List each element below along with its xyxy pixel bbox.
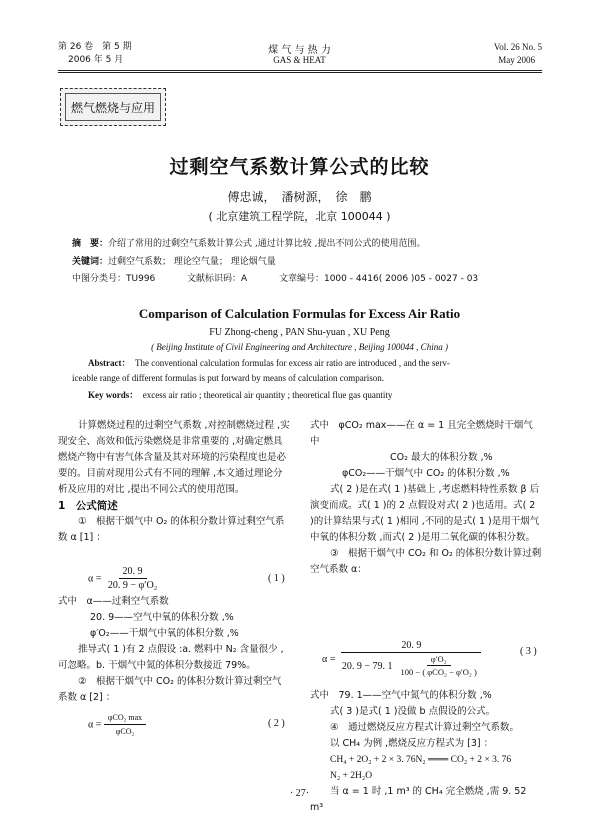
date-en: May 2006 (498, 55, 535, 65)
eq1-denominator: 20. 9 − φ′O₂ (107, 580, 158, 591)
eq3-numerator: 20. 9 (341, 640, 481, 653)
def-2: φ′O₂——干烟气中氧的体积分数 ,% (90, 628, 239, 639)
english-abstract-1 (88, 357, 548, 370)
where-1: 式中 α——过剩空气系数 (58, 596, 169, 607)
article-value: 1000 - 4416( 2006 )05 - 0027 - 03 (323, 274, 479, 284)
journal-name: 煤 气 与 热 力 (268, 45, 331, 56)
method-3-text: ③ 根据干烟气中 CO₂ 和 O₂ 的体积分数计算过剩空气系数 α： (310, 548, 542, 575)
method-2-text: ② 根据干烟气中 CO₂ 的体积分数计算过剩空气系数 α [2] ： (58, 676, 282, 703)
eq3-inner-num: φ′O₂ (427, 653, 451, 666)
class-label: 中图分类号： (72, 274, 127, 284)
eq1-fraction (104, 566, 161, 592)
equation-1 (88, 566, 161, 592)
section-heading-1: 1 公式简述 (58, 500, 118, 512)
affiliation: ( 北京建筑工程学院，北京 100044 ) (208, 210, 391, 223)
english-title: Comparison of Calculation Formulas for Excess Air Ratio (138, 306, 461, 321)
english-keywords-text: excess air ratio ; theoretical air quantity ; theoretical flue gas quantity (142, 390, 393, 400)
where-2c: φCO₂——干烟气中 CO₂ 的体积分数 ,% (342, 468, 510, 479)
eq3-inner-fraction (397, 653, 481, 679)
example-4: 以 CH₄ 为例 ,燃烧反应方程式为 [3] ： (330, 738, 494, 749)
where-2b: CO₂ 最大的体积分数 ,% (390, 452, 493, 463)
abstract-text: 介绍了常用的过剩空气系数计算公式 ,通过计算比较 ,提出不同公式的使用范围。 (108, 239, 426, 249)
doc-value: A (241, 274, 248, 284)
where-3: 式中 79. 1——空气中氮气的体积分数 ,% (310, 690, 492, 701)
left-column (58, 418, 290, 546)
page-number: · 27· (289, 788, 310, 799)
keywords-text: 过剩空气系数； 理论空气量； 理论烟气量 (108, 257, 276, 267)
eq2-numerator: φCO₂ max (104, 712, 146, 725)
eq2-denominator: φCO₂ (115, 727, 135, 736)
keywords-label: 关键词： (72, 257, 109, 267)
english-affiliation: ( Beijing Institute of Civil Engineering and Architecture , Beijing 100044 , China ) (151, 342, 448, 352)
right-column (310, 418, 542, 578)
eq2-fraction (104, 712, 146, 738)
note-3: 式( 3 )是式( 1 )没做 b 点假设的公式。 (330, 706, 496, 717)
equation-3 (322, 640, 485, 679)
eq1-lhs: α = (88, 573, 102, 585)
eq3-fraction (338, 640, 485, 679)
article-label: 文章编号： (278, 274, 324, 284)
paper-title: 过剩空气系数计算公式的比较 (169, 156, 430, 178)
classification-line (72, 272, 542, 286)
authors: 傅忠诚， 潘树源， 徐 鹏 (227, 190, 372, 204)
volume-issue: 第 26 卷 第 5 期 (58, 42, 132, 52)
eq3-number: ( 3 ) (520, 646, 537, 657)
equation-2 (88, 712, 146, 738)
where-2a: 式中 φCO₂ max——在 α = 1 且完全燃烧时干烟气中 (310, 420, 533, 447)
left-column-2 (58, 594, 290, 706)
header-rule-2 (58, 72, 542, 73)
english-abstract-text-1: The conventional calculation formulas for excess air ratio are introduced , and the serv- (135, 358, 450, 368)
eq3-lhs: α = (322, 653, 336, 665)
class-value: TU996 (126, 274, 156, 284)
method-1-text: ① 根据干烟气中 O₂ 的体积分数计算过剩空气系数 α [1] ： (58, 516, 285, 543)
reaction-line-2: N₂ + 2H₂O (330, 771, 373, 781)
eq3-den-a: 20. 9 − 79. 1 (341, 660, 393, 672)
english-abstract-2: iceable range of different formulas is put forward by means of calculation comparison. (72, 373, 384, 383)
abstract-cn (72, 237, 542, 251)
paragraph-2: 式( 2 )是在式( 1 )基础上 ,考虑燃料特性系数 β 后演变而成。式( 1 )的 2 点假设对式( 2 )也适用。式( 2 )的计算结果与式( 1 )相同 ,不同的是式( 1 )是用干烟气中氧的体积分数 ,而式( 2 )是用二氧化碳的体积分数。 (310, 484, 540, 543)
last-line: 当 α = 1 时 ,1 m³ 的 CH₄ 完全燃烧 ,需 9. 52 m³ (310, 786, 527, 813)
eq1-number: ( 1 ) (268, 573, 285, 584)
section-tag: 燃气燃烧与应用 (65, 93, 161, 121)
volume-en: Vol. 26 No. 5 (493, 42, 542, 52)
section-tag-box (60, 88, 166, 126)
eq3-inner-den: 100 − ( φCO₂ − φ′O₂ ) (400, 667, 477, 677)
english-keywords-label: Key words： (88, 390, 139, 400)
header-rule (58, 70, 542, 71)
eq2-lhs: α = (88, 719, 102, 731)
reaction-line-1: CH₄ + 2O₂ + 2 × 3. 76N₂ ═══ CO₂ + 2 × 3. 76 (330, 755, 512, 765)
def-1: 20. 9——空气中氧的体积分数 ,% (90, 612, 234, 623)
eq3-denominator (338, 653, 485, 679)
keywords-cn (72, 255, 542, 269)
method-4-text: ④ 通过燃烧反应方程式计算过剩空气系数。 (330, 722, 520, 733)
journal-name-en: GAS & HEAT (273, 55, 326, 65)
english-authors: FU Zhong-cheng , PAN Shu-yuan , XU Peng (209, 327, 390, 338)
eq2-number: ( 2 ) (268, 718, 285, 729)
abstract-label: 摘 要： (72, 239, 109, 249)
intro-paragraph: 计算燃烧过程的过剩空气系数 ,对控制燃烧过程 ,实现安全、高效和低污染燃烧是非常重要的 ,对确定燃具燃烧产物中有害气体含量及其对环境的污染程度也是必要的。目前对现用公式有不同的理解 ,本文通过理论分析及应用的对比 ,提出不同公式的使用范围。 (58, 420, 290, 495)
english-keywords (88, 389, 548, 402)
doc-label: 文献标识码： (187, 274, 242, 284)
english-abstract-label: Abstract： (88, 358, 131, 368)
derivation-note: 推导式( 1 )有 2 点假设 :a. 燃料中 N₂ 含量很少 ,可忽略。b. 干烟气中氮的体积分数接近 79%。 (58, 644, 284, 671)
eq1-numerator: 20. 9 (119, 566, 147, 579)
issue-date: 2006 年 5 月 (68, 55, 124, 65)
